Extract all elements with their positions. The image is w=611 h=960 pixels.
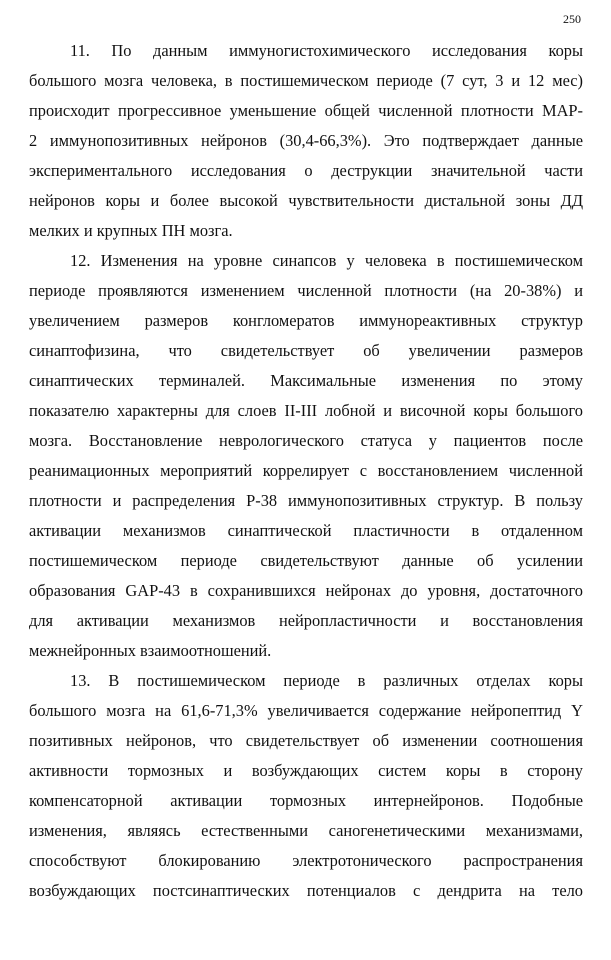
paragraph-line: реанимационных мероприятий коррелирует с восстановлением численной xyxy=(29,461,583,480)
paragraph-line: синаптофизина, что свидетельствует об увеличении размеров xyxy=(29,341,583,360)
paragraph-line: большого мозга человека, в постишемическом периоде (7 сут, 3 и 12 мес) xyxy=(29,71,583,90)
paragraph-line: мелких и крупных ПН мозга. xyxy=(29,221,233,240)
document-body xyxy=(29,36,583,906)
paragraph-line: нейронов коры и более высокой чувствительности дистальной зоны ДД xyxy=(29,191,583,210)
paragraph-line: синаптических терминалей. Максимальные изменения по этому xyxy=(29,371,583,390)
paragraph-line: возбуждающих постсинаптических потенциалов с дендрита на тело xyxy=(29,881,583,900)
paragraph-line: экспериментального исследования о деструкции значительной части xyxy=(29,161,583,180)
paragraph-line: увеличением размеров конгломератов иммунореактивных структур xyxy=(29,311,583,330)
paragraph-11 xyxy=(29,36,583,246)
paragraph-line: активности тормозных и возбуждающих систем коры в сторону xyxy=(29,761,583,780)
paragraph-line: плотности и распределения Р-38 иммунопозитивных структур. В пользу xyxy=(29,491,583,510)
paragraph-line: показателю характерны для слоев II-III лобной и височной коры большого xyxy=(29,401,583,420)
page-number: 250 xyxy=(563,12,581,26)
paragraph-line: происходит прогрессивное уменьшение общей численной плотности МАР- xyxy=(29,101,583,120)
paragraph-line: межнейронных взаимоотношений. xyxy=(29,641,272,660)
paragraph-13 xyxy=(29,666,583,906)
paragraph-line: периоде проявляются изменением численной плотности (на 20-38%) и xyxy=(29,281,583,300)
paragraph-line: активации механизмов синаптической пластичности в отдаленном xyxy=(29,521,583,540)
paragraph-line: 12. Изменения на уровне синапсов у человека в постишемическом xyxy=(70,251,583,270)
paragraph-line: 13. В постишемическом периоде в различных отделах коры xyxy=(70,671,583,690)
paragraph-line: постишемическом периоде свидетельствуют данные об усилении xyxy=(29,551,583,570)
paragraph-line: изменения, являясь естественными саногенетическими механизмами, xyxy=(29,821,583,840)
paragraph-line: позитивных нейронов, что свидетельствует об изменении соотношения xyxy=(29,731,583,750)
paragraph-line: компенсаторной активации тормозных интернейронов. Подобные xyxy=(29,791,583,810)
paragraph-line: для активации механизмов нейропластичности и восстановления xyxy=(29,611,583,630)
paragraph-line: 11. По данным иммуногистохимического исследования коры xyxy=(70,41,583,60)
paragraph-line: 2 иммунопозитивных нейронов (30,4-66,3%). Это подтверждает данные xyxy=(29,131,583,150)
paragraph-12 xyxy=(29,246,583,666)
paragraph-line: мозга. Восстановление неврологического статуса у пациентов после xyxy=(29,431,583,450)
paragraph-line: способствуют блокированию электротонического распространения xyxy=(29,851,583,870)
paragraph-line: образования GAP-43 в сохранившихся нейронах до уровня, достаточного xyxy=(29,581,583,600)
paragraph-line: большого мозга на 61,6-71,3% увеличивается содержание нейропептид Y xyxy=(29,701,583,720)
